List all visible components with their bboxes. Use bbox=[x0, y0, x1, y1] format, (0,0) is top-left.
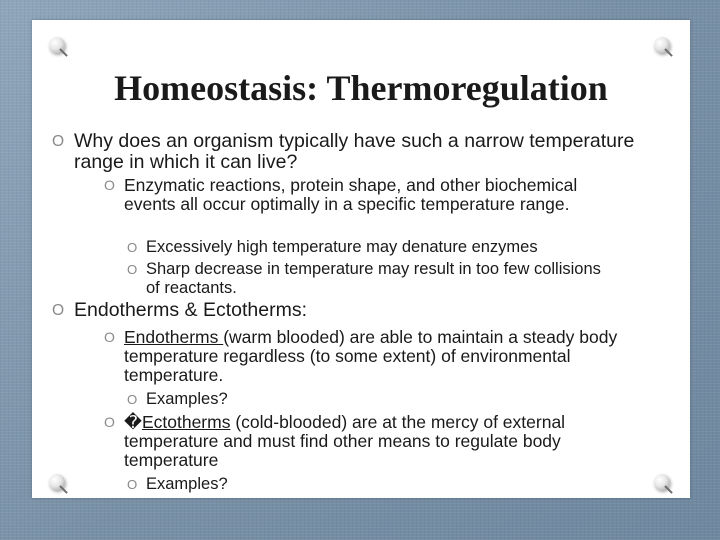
slide-title: Homeostasis: Thermoregulation bbox=[114, 68, 608, 108]
bullet-marker: O bbox=[104, 329, 115, 345]
bullet-enzymatic bbox=[104, 176, 624, 214]
bullet-text: Examples? bbox=[146, 390, 228, 408]
bullet-text: Endotherms & Ectotherms: bbox=[74, 299, 308, 321]
endotherms-term: Endotherms bbox=[124, 327, 224, 347]
bullet-endo-ecto bbox=[52, 300, 642, 321]
bullet-endotherms bbox=[104, 328, 624, 385]
bullet-marker: O bbox=[127, 262, 138, 277]
bullet-marker: O bbox=[52, 133, 65, 150]
bullet-text: Examples? bbox=[146, 475, 228, 493]
bullet-text: Excessively high temperature may denature enzymes bbox=[146, 238, 538, 256]
pushpin-icon bbox=[49, 37, 65, 53]
bullet-high-temp bbox=[127, 238, 627, 257]
bullet-question bbox=[52, 131, 642, 173]
bullet-marker: O bbox=[52, 302, 65, 319]
bullet-marker: O bbox=[104, 177, 115, 193]
pushpin-icon bbox=[654, 37, 670, 53]
bullet-text: Why does an organism typically have such a narrow temperature range in which it can live? bbox=[74, 130, 635, 173]
pushpin-icon bbox=[654, 474, 670, 490]
bullet-text: Sharp decrease in temperature may result in too few collisions of reactants. bbox=[146, 260, 601, 297]
bullet-marker: O bbox=[104, 414, 115, 430]
ectotherms-term: Ectotherms bbox=[141, 412, 231, 432]
endotherms-description: (warm blooded) are able to maintain a steady body temperature regardless (to some extent) of environmental temperature. bbox=[124, 327, 618, 385]
bullet-text: Enzymatic reactions, protein shape, and other biochemical events all occur optimally in a specific temperature range. bbox=[124, 175, 578, 214]
bullet-ecto-examples bbox=[127, 475, 427, 494]
bullet-marker: O bbox=[127, 240, 138, 255]
bullet-low-temp bbox=[127, 260, 607, 298]
bullet-marker: O bbox=[127, 477, 138, 492]
pushpin-icon bbox=[49, 474, 65, 490]
ectotherms-description: (cold-blooded) are at the mercy of external temperature and must find other means to regulate body temperature bbox=[124, 412, 566, 470]
bullet-ectotherms bbox=[104, 413, 634, 470]
bullet-marker: O bbox=[127, 392, 138, 407]
missing-glyph: � bbox=[124, 412, 142, 432]
bullet-endo-examples bbox=[127, 390, 427, 409]
